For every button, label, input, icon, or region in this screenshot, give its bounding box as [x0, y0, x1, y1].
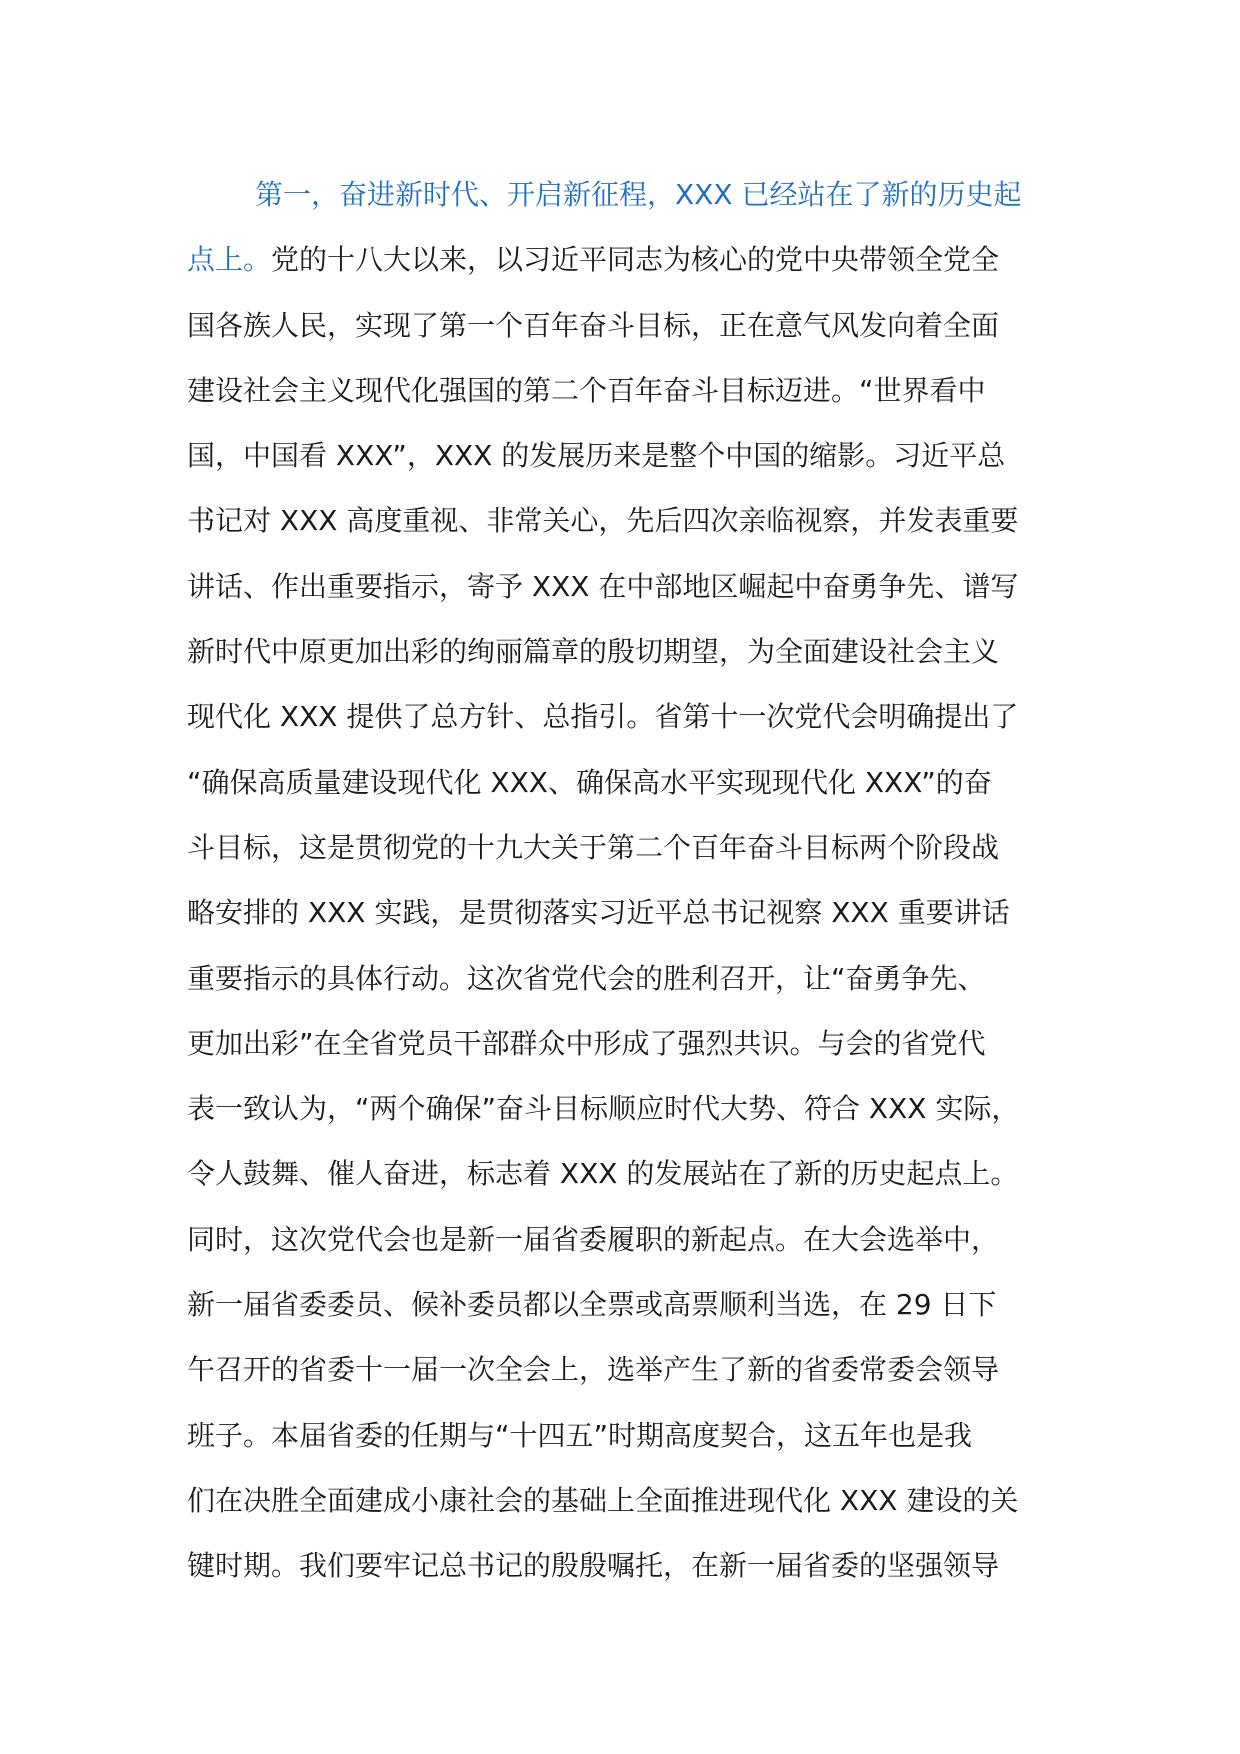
- text-line: “确保高质量建设现代化 XXX、确保高水平实现现代化 XXX”的奋: [187, 765, 992, 799]
- text-line: 令人鼓舞、催人奋进，标志着 XXX 的发展站在了新的历史起点上。: [187, 1157, 1019, 1191]
- text-line: 同时，这次党代会也是新一届省委履职的新起点。在大会选举中，: [187, 1222, 1000, 1256]
- text-line: [187, 227, 1087, 292]
- text-line: 新时代中原更加出彩的绚丽篇章的殷切期望，为全面建设社会主义: [187, 635, 1000, 669]
- section-heading: 第一，奋进新时代、开启新征程，XXX 已经站在了新的历史起: [255, 178, 1022, 211]
- text-line: 们在决胜全面建成小康社会的基础上全面推进现代化 XXX 建设的关: [187, 1483, 1019, 1517]
- text-line: [187, 162, 1087, 227]
- text-line: 键时期。我们要牢记总书记的殷殷嘱托，在新一届省委的坚强领导: [187, 1549, 1000, 1583]
- text-line: 新一届省委委员、候补委员都以全票或高票顺利当选，在 29 日下: [187, 1288, 997, 1322]
- body-text: 党的十八大以来，以习近平同志为核心的党中央带领全党全: [271, 243, 1000, 277]
- text-line: 更加出彩”在全省党员干部群众中形成了强烈共识。与会的省党代: [187, 1026, 986, 1060]
- text-line: 斗目标，这是贯彻党的十九大关于第二个百年奋斗目标两个阶段战: [187, 830, 1000, 864]
- document-body: [187, 162, 1087, 1599]
- text-line: 建设社会主义现代化强国的第二个百年奋斗目标迈进。“世界看中: [187, 373, 986, 407]
- text-line: 略安排的 XXX 实践，是贯彻落实习近平总书记视察 XXX 重要讲话: [187, 896, 1010, 930]
- text-line: 现代化 XXX 提供了总方针、总指引。省第十一次党代会明确提出了: [187, 700, 1019, 734]
- text-line: 讲话、作出重要指示，寄予 XXX 在中部地区崛起中奋勇争先、谱写: [187, 569, 1019, 603]
- text-line: 重要指示的具体行动。这次省党代会的胜利召开，让“奋勇争先、: [187, 961, 986, 995]
- text-line: 午召开的省委十一届一次全会上，选举产生了新的省委常委会领导: [187, 1353, 1000, 1387]
- text-line: 国各族人民，实现了第一个百年奋斗目标，正在意气风发向着全面: [187, 308, 1000, 342]
- section-heading-continued: 点上。: [187, 243, 272, 277]
- text-line: 书记对 XXX 高度重视、非常关心，先后四次亲临视察，并发表重要: [187, 504, 1019, 538]
- text-line: 班子。本届省委的任期与“十四五”时期高度契合，这五年也是我: [187, 1418, 973, 1452]
- text-line: 国，中国看 XXX”，XXX 的发展历来是整个中国的缩影。习近平总: [187, 439, 1006, 473]
- text-line: 表一致认为，“两个确保”奋斗目标顺应时代大势、符合 XXX 实际，: [187, 1092, 1020, 1126]
